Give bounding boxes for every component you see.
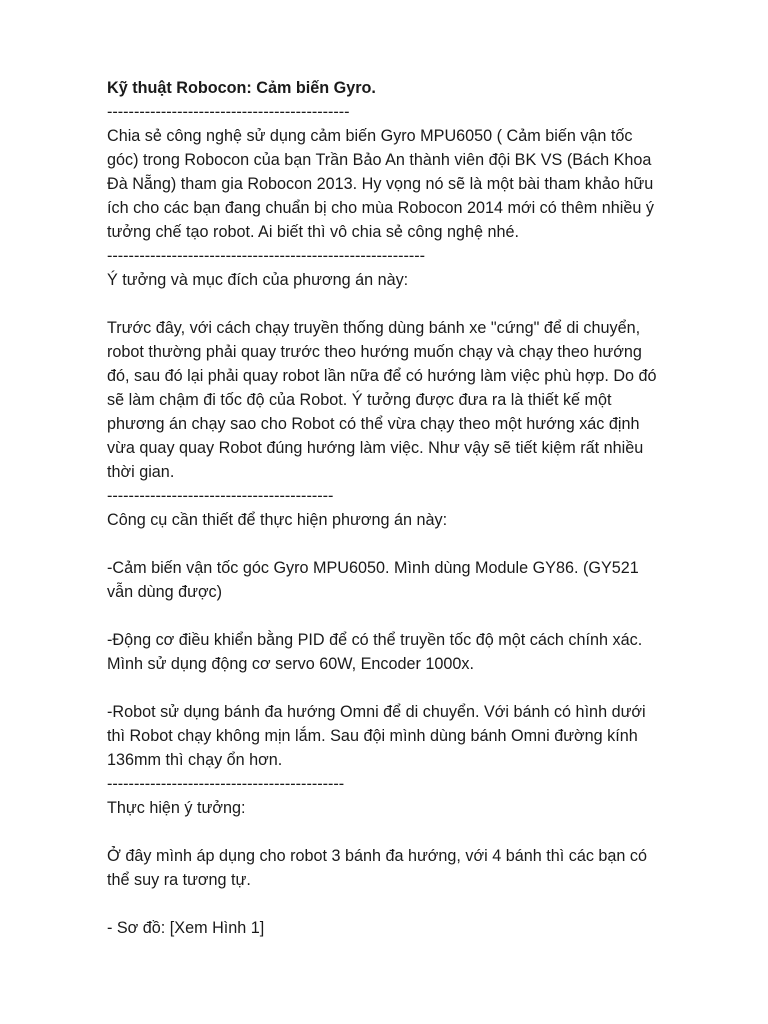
blank-line xyxy=(107,532,707,556)
text-line: đó, sau đó lại phải quay robot lần nữa để có hướng làm việc phù hợp. Do đó xyxy=(107,367,657,385)
separator-line: ----------------------------------------------------------- xyxy=(107,247,426,265)
blank-line xyxy=(107,892,707,916)
separator-line: ------------------------------------------ xyxy=(107,487,334,505)
blank-line xyxy=(107,292,707,316)
text-line: tưởng chế tạo robot. Ai biết thì vô chia sẻ công nghệ nhé. xyxy=(107,223,520,241)
section-heading-idea: Ý tưởng và mục đích của phương án này: xyxy=(107,271,409,289)
tool-item-motor xyxy=(107,628,707,676)
text-line: Mình sử dụng động cơ servo 60W, Encoder 1000x. xyxy=(107,655,474,673)
text-line: Chia sẻ công nghệ sử dụng cảm biến Gyro MPU6050 ( Cảm biến vận tốc xyxy=(107,127,633,145)
text-line: -Cảm biến vận tốc góc Gyro MPU6050. Mình dùng Module GY86. (GY521 xyxy=(107,559,639,577)
implementation-paragraph xyxy=(107,844,707,892)
text-line: 136mm thì chạy ổn hơn. xyxy=(107,751,283,769)
section-heading-implementation: Thực hiện ý tưởng: xyxy=(107,799,246,817)
text-line: sẽ làm chậm đi tốc độ của Robot. Ý tưởng được đưa ra là thiết kế một xyxy=(107,391,612,409)
blank-line xyxy=(107,604,707,628)
blank-line xyxy=(107,676,707,700)
text-line: vừa quay quay Robot đúng hướng làm việc. Như vậy sẽ tiết kiệm rất nhiều xyxy=(107,439,644,457)
separator-line: -------------------------------------------- xyxy=(107,775,345,793)
text-line: phương án chạy sao cho Robot có thể vừa chạy theo một hướng xác định xyxy=(107,415,640,433)
text-line: -Robot sử dụng bánh đa hướng Omni để di chuyển. Với bánh có hình dưới xyxy=(107,703,646,721)
text-line: -Động cơ điều khiển bằng PID để có thể truyền tốc độ một cách chính xác. xyxy=(107,631,643,649)
diagram-reference: - Sơ đồ: [Xem Hình 1] xyxy=(107,919,265,937)
text-line: thì Robot chạy không mịn lắm. Sau đội mình dùng bánh Omni đường kính xyxy=(107,727,638,745)
document-title: Kỹ thuật Robocon: Cảm biến Gyro. xyxy=(107,79,376,97)
idea-paragraph xyxy=(107,316,707,484)
text-line: robot thường phải quay trước theo hướng muốn chạy và chạy theo hướng xyxy=(107,343,642,361)
tool-item-gyro xyxy=(107,556,707,604)
separator-line: --------------------------------------------- xyxy=(107,103,350,121)
text-line: góc) trong Robocon của bạn Trần Bảo An thành viên đội BK VS (Bách Khoa xyxy=(107,151,652,169)
text-line: vẫn dùng được) xyxy=(107,583,223,601)
text-line: thời gian. xyxy=(107,463,175,481)
section-heading-tools: Công cụ cần thiết để thực hiện phương án này: xyxy=(107,511,448,529)
tool-item-omni-wheel xyxy=(107,700,707,772)
text-line: Trước đây, với cách chạy truyền thống dùng bánh xe "cứng" để di chuyển, xyxy=(107,319,641,337)
text-line: thể suy ra tương tự. xyxy=(107,871,251,889)
document-page xyxy=(107,76,707,940)
text-line: ích cho các bạn đang chuẩn bị cho mùa Robocon 2014 mới có thêm nhiều ý xyxy=(107,199,654,217)
text-line: Đà Nẵng) tham gia Robocon 2013. Hy vọng nó sẽ là một bài tham khảo hữu xyxy=(107,175,654,193)
blank-line xyxy=(107,820,707,844)
intro-paragraph xyxy=(107,124,707,244)
text-line: Ở đây mình áp dụng cho robot 3 bánh đa hướng, với 4 bánh thì các bạn có xyxy=(107,847,648,865)
